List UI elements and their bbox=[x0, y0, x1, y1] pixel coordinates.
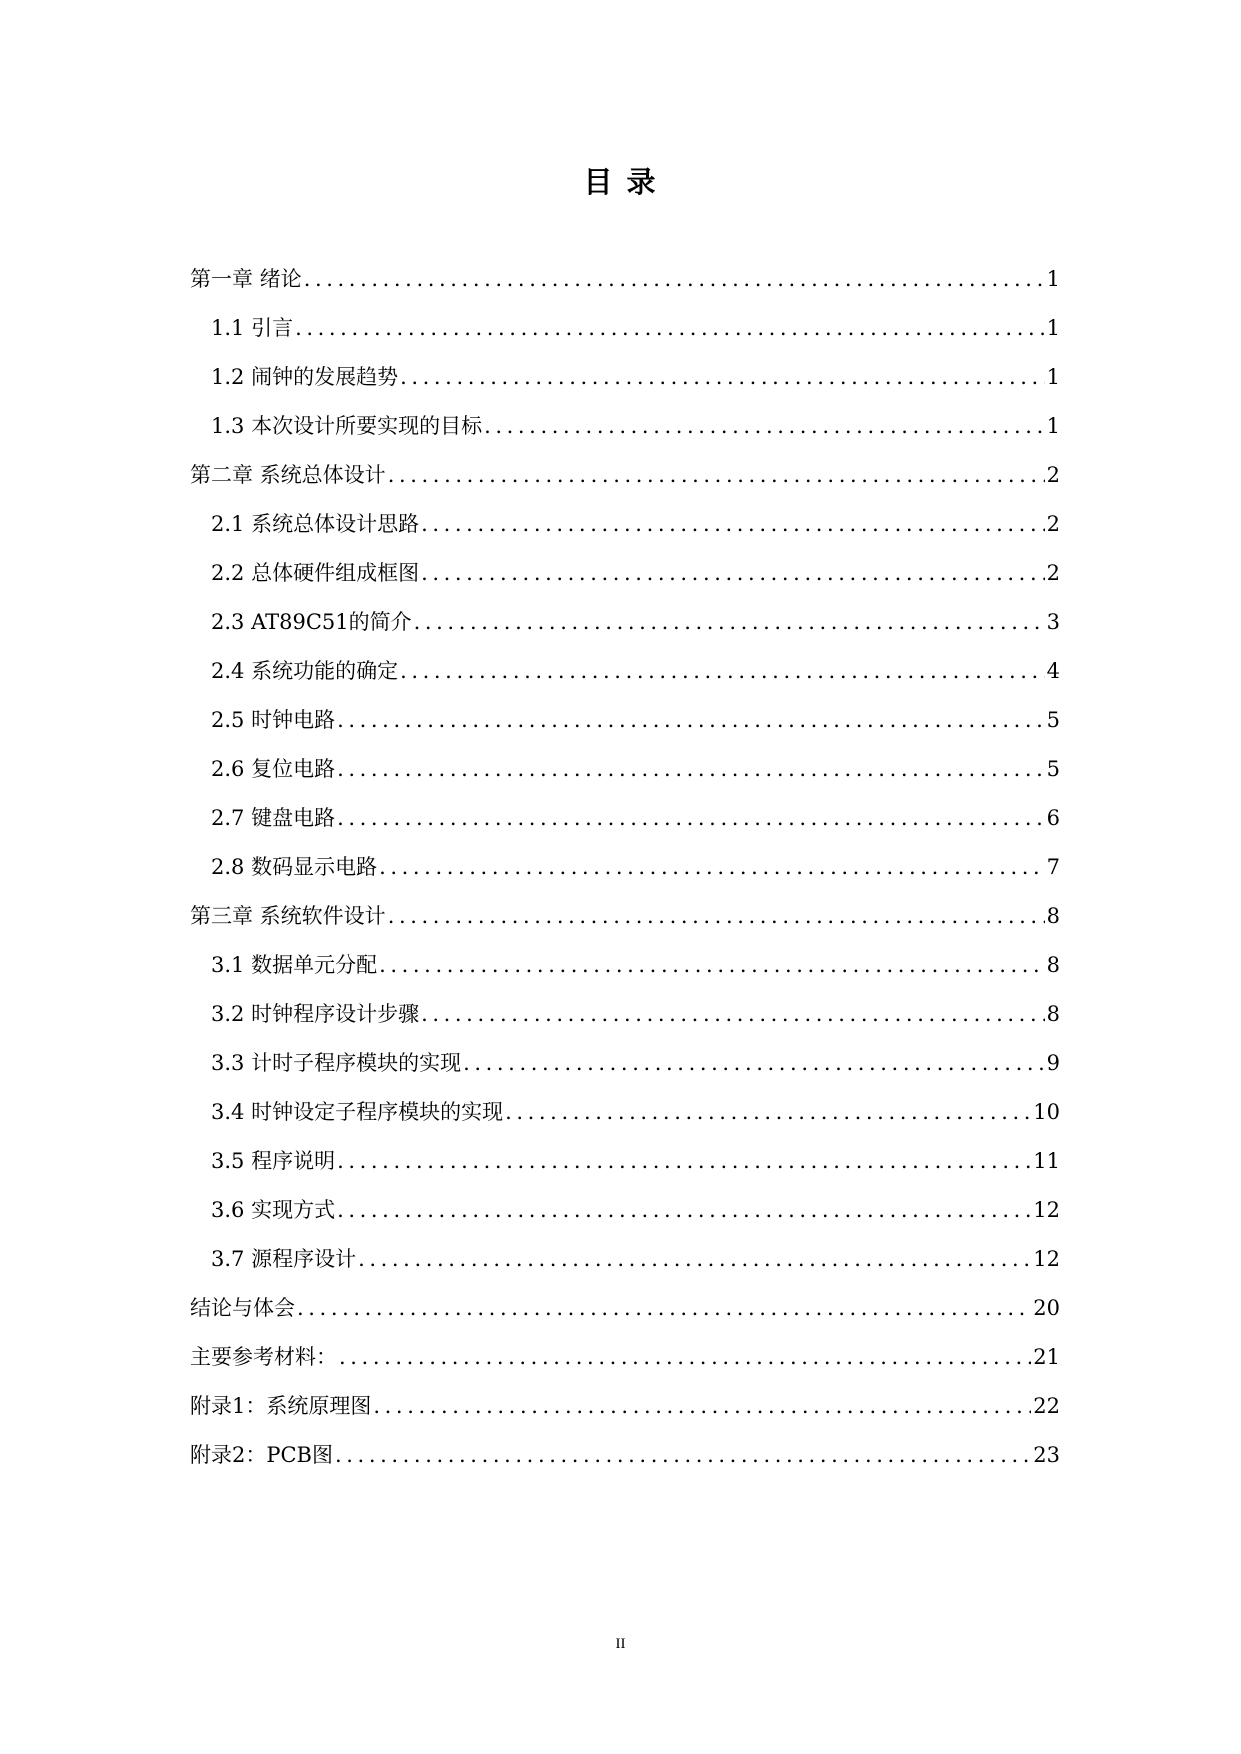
toc-entry-label: 附录2：PCB图 bbox=[190, 1443, 333, 1467]
toc-entry-page: 12 bbox=[1033, 1198, 1060, 1222]
toc-entry[interactable] bbox=[190, 990, 1060, 1039]
toc-entry-label: 2.4 系统功能的确定 bbox=[211, 659, 399, 683]
toc-entry[interactable] bbox=[190, 500, 1060, 549]
toc-dot-leader bbox=[379, 941, 1045, 990]
toc-entry[interactable] bbox=[190, 1382, 1060, 1431]
toc-entry-page: 2 bbox=[1046, 512, 1060, 536]
toc-entry-label: 主要参考材料： bbox=[190, 1345, 337, 1369]
toc-dot-leader bbox=[421, 500, 1045, 549]
toc-entry-page: 1 bbox=[1046, 365, 1060, 389]
toc-entry-label: 1.3 本次设计所要实现的目标 bbox=[211, 414, 483, 438]
toc-entry[interactable] bbox=[190, 794, 1060, 843]
toc-dot-leader bbox=[337, 1186, 1031, 1235]
toc-dot-leader bbox=[337, 696, 1045, 745]
toc-entry-page: 1 bbox=[1046, 267, 1060, 291]
toc-dot-leader bbox=[339, 1333, 1031, 1382]
toc-dot-leader bbox=[337, 794, 1045, 843]
toc-entry-label: 3.1 数据单元分配 bbox=[211, 953, 378, 977]
toc-entry-page: 1 bbox=[1046, 414, 1060, 438]
toc-entry-label: 2.3 AT89C51的简介 bbox=[211, 610, 412, 634]
toc-entry-label: 附录1：系统原理图 bbox=[190, 1394, 372, 1418]
toc-entry-page: 21 bbox=[1033, 1345, 1060, 1369]
toc-entry-page: 9 bbox=[1046, 1051, 1060, 1075]
toc-dot-leader bbox=[358, 1235, 1031, 1284]
toc-entry[interactable] bbox=[190, 255, 1060, 304]
toc-entry[interactable] bbox=[190, 402, 1060, 451]
toc-entry-label: 3.6 实现方式 bbox=[211, 1198, 336, 1222]
toc-dot-leader bbox=[484, 402, 1045, 451]
toc-entry-page: 2 bbox=[1046, 463, 1060, 487]
toc-entry[interactable] bbox=[190, 843, 1060, 892]
toc-dot-leader bbox=[505, 1088, 1031, 1137]
toc-entry[interactable] bbox=[190, 696, 1060, 745]
toc-entry-label: 3.3 计时子程序模块的实现 bbox=[211, 1051, 462, 1075]
toc-dot-leader bbox=[297, 1284, 1031, 1333]
toc-entry[interactable] bbox=[190, 1284, 1060, 1333]
toc-dot-leader bbox=[400, 647, 1045, 696]
toc-entry-page: 3 bbox=[1046, 610, 1060, 634]
toc-entry-page: 12 bbox=[1033, 1247, 1060, 1271]
toc-dot-leader bbox=[414, 598, 1045, 647]
toc-dot-leader bbox=[388, 892, 1045, 941]
toc-dot-leader bbox=[379, 843, 1045, 892]
toc-title: 目 录 bbox=[583, 165, 658, 199]
toc-entry-label: 第三章 系统软件设计 bbox=[190, 904, 386, 928]
toc-entry-label: 第二章 系统总体设计 bbox=[190, 463, 386, 487]
toc-entry[interactable] bbox=[190, 745, 1060, 794]
toc-entry-label: 2.7 键盘电路 bbox=[211, 806, 336, 830]
toc-entry-label: 3.7 源程序设计 bbox=[211, 1247, 357, 1271]
toc-dot-leader bbox=[463, 1039, 1045, 1088]
toc-entry-page: 22 bbox=[1033, 1394, 1060, 1418]
toc-entry[interactable] bbox=[190, 1431, 1060, 1480]
toc-entry-label: 3.5 程序说明 bbox=[211, 1149, 336, 1173]
toc-entry-page: 5 bbox=[1046, 757, 1060, 781]
toc-entry[interactable] bbox=[190, 1088, 1060, 1137]
toc-entry-page: 6 bbox=[1046, 806, 1060, 830]
toc-entry-page: 8 bbox=[1046, 1002, 1060, 1026]
toc-entry[interactable] bbox=[190, 1333, 1060, 1382]
toc-entry-label: 结论与体会 bbox=[190, 1296, 295, 1320]
toc-entry-page: 2 bbox=[1046, 561, 1060, 585]
toc-list bbox=[190, 255, 1060, 1480]
toc-entry-label: 1.2 闹钟的发展趋势 bbox=[211, 365, 399, 389]
toc-entry[interactable] bbox=[190, 1186, 1060, 1235]
toc-entry-page: 10 bbox=[1033, 1100, 1060, 1124]
page-number: II bbox=[615, 1636, 626, 1652]
toc-entry[interactable] bbox=[190, 892, 1060, 941]
toc-dot-leader bbox=[421, 549, 1045, 598]
toc-entry-label: 2.6 复位电路 bbox=[211, 757, 336, 781]
toc-entry-page: 1 bbox=[1046, 316, 1060, 340]
toc-entry[interactable] bbox=[190, 451, 1060, 500]
toc-entry-page: 7 bbox=[1046, 855, 1060, 879]
toc-entry-label: 2.1 系统总体设计思路 bbox=[211, 512, 420, 536]
toc-entry-page: 5 bbox=[1046, 708, 1060, 732]
toc-entry-page: 8 bbox=[1046, 904, 1060, 928]
toc-entry-label: 第一章 绪论 bbox=[190, 267, 302, 291]
toc-entry-page: 8 bbox=[1046, 953, 1060, 977]
toc-entry[interactable] bbox=[190, 1039, 1060, 1088]
toc-dot-leader bbox=[335, 1431, 1031, 1480]
toc-entry-label: 3.4 时钟设定子程序模块的实现 bbox=[211, 1100, 504, 1124]
toc-dot-leader bbox=[304, 255, 1045, 304]
toc-entry[interactable] bbox=[190, 1137, 1060, 1186]
toc-entry-label: 3.2 时钟程序设计步骤 bbox=[211, 1002, 420, 1026]
toc-entry-page: 11 bbox=[1033, 1149, 1060, 1173]
toc-entry-page: 20 bbox=[1033, 1296, 1060, 1320]
toc-entry-label: 2.8 数码显示电路 bbox=[211, 855, 378, 879]
toc-entry-page: 23 bbox=[1033, 1443, 1060, 1467]
toc-entry-label: 1.1 引言 bbox=[211, 316, 294, 340]
toc-dot-leader bbox=[421, 990, 1045, 1039]
toc-entry[interactable] bbox=[190, 598, 1060, 647]
toc-entry[interactable] bbox=[190, 549, 1060, 598]
toc-dot-leader bbox=[388, 451, 1045, 500]
toc-dot-leader bbox=[337, 745, 1045, 794]
toc-entry-page: 4 bbox=[1046, 659, 1060, 683]
toc-entry[interactable] bbox=[190, 941, 1060, 990]
toc-entry[interactable] bbox=[190, 353, 1060, 402]
toc-dot-leader bbox=[337, 1137, 1031, 1186]
toc-dot-leader bbox=[295, 304, 1045, 353]
toc-entry[interactable] bbox=[190, 647, 1060, 696]
toc-entry[interactable] bbox=[190, 1235, 1060, 1284]
toc-entry-label: 2.5 时钟电路 bbox=[211, 708, 336, 732]
toc-entry-label: 2.2 总体硬件组成框图 bbox=[211, 561, 420, 585]
toc-entry[interactable] bbox=[190, 304, 1060, 353]
toc-dot-leader bbox=[400, 353, 1045, 402]
toc-dot-leader bbox=[373, 1382, 1031, 1431]
